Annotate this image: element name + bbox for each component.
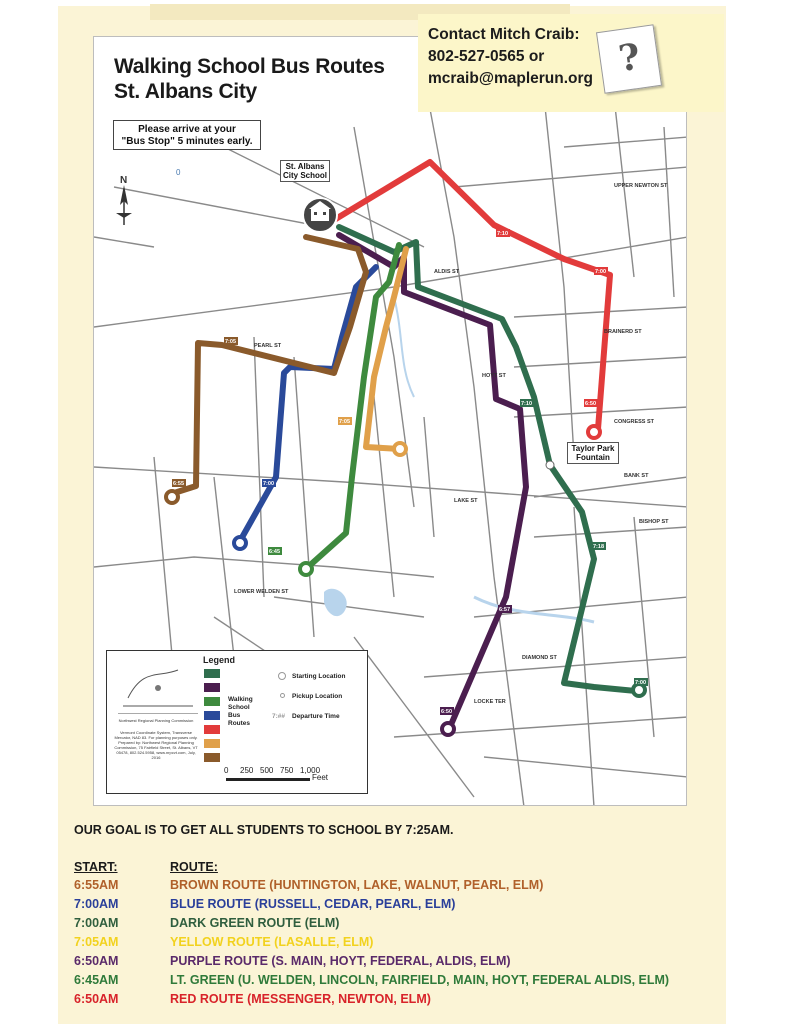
time-purple-main: 6:57 [499,607,511,613]
legend-swatch-dark-green [204,669,220,678]
school-icon [303,198,337,232]
street-label-upper-newton: UPPER NEWTON ST [614,183,668,189]
contact-line1: Contact Mitch Craib: [428,26,580,43]
schedule-start-time: 7:00AM [74,916,119,930]
schedule-start-time: 7:05AM [74,935,119,949]
map-title [114,54,385,104]
legend-pickup-marker [280,693,285,698]
question-card-icon [596,24,662,93]
start-yellow [394,443,406,455]
fountain-label-line2: Fountain [576,453,610,462]
scale-bar [226,778,310,781]
fountain-pickup-point [546,461,554,469]
scale-tick-1000: 1,000 [300,766,321,775]
school-label-line1: St. Albans [285,162,325,171]
map-title-line1: Walking School Bus Routes [114,55,385,78]
schedule-row [74,935,734,953]
legend-swatch-purple [204,683,220,692]
schedule-row [74,916,734,934]
start-brown [166,491,178,503]
time-brown-start: 6:55 [173,481,185,487]
schedule-row [74,897,734,915]
schedule-row [74,973,734,991]
north-letter: N [120,175,128,186]
street-label-lake: LAKE ST [454,498,478,504]
street-label-lower-welden: LOWER WELDEN ST [234,589,289,595]
schedule-row [74,878,734,896]
schedule-route-name: YELLOW ROUTE (LASALLE, ELM) [170,935,374,949]
street-label-upper-gilman: LOCKE TER [474,699,506,705]
street-label-diamond: DIAMOND ST [522,655,557,661]
legend-routes-caption [228,696,253,728]
schedule-start-time: 6:45AM [74,973,119,987]
street-label-brainerd: BRAINERD ST [604,329,642,335]
start-purple [442,723,454,735]
question-mark: ? [616,35,643,81]
legend-swatch-lt-green [204,697,220,706]
goal-statement: OUR GOAL IS TO GET ALL STUDENTS TO SCHOOL BY 7:25AM. [74,823,454,837]
start-lt-green [300,563,312,575]
time-dark-green-hoyt: 7:10 [521,401,533,407]
arrive-note-line1: Please arrive at your [138,124,236,135]
schedule-route-name: RED ROUTE (MESSENGER, NEWTON, ELM) [170,992,431,1006]
time-yellow-lasalle: 7:05 [339,419,351,425]
legend-departure-sample: 7:## [272,713,286,720]
legend-routes-caption-4: Routes [228,720,251,727]
time-lt-green-start: 6:45 [269,549,281,555]
contact-info [428,24,593,90]
schedule-row [74,954,734,972]
agency-name: Northwest Regional Planning Commission [118,718,194,723]
street-label-hoyt: HOYT ST [482,373,506,379]
legend-title: Legend [203,655,236,665]
street-label-congress: CONGRESS ST [614,419,655,425]
map-title-line2: St. Albans City [114,80,257,103]
time-red-newton: 7:00 [595,269,607,275]
schedule-start-time: 6:50AM [74,954,119,968]
time-dark-green-start: 7:00 [635,680,647,686]
legend-start-marker [278,672,286,680]
time-red-start: 6:50 [585,401,597,407]
contact-email: mcraib@maplerun.org [428,70,593,87]
scale-tick-500: 500 [260,766,274,775]
legend-routes-caption-2: School [228,704,250,711]
legend-swatch-blue [204,711,220,720]
legend-swatch-yellow [204,739,220,748]
street-label-aldis: ALDIS ST [434,269,460,275]
time-blue-start: 7:00 [263,481,275,487]
schedule-route-name: BROWN ROUTE (HUNTINGTON, LAKE, WALNUT, PEARL, ELM) [170,878,544,892]
fountain-label [567,442,619,464]
scale-unit: Feet [312,773,329,782]
legend-routes-caption-3: Bus [228,712,241,719]
legend-swatch-red [204,725,220,734]
street-label-bank: BANK ST [624,473,649,479]
map-credits: Vermont Coordinate System, Transverse Mercator, NAD 83. For planning purposes only. Prepared by: Northwest Regional Planning Commission, 75 Fairfield Street, St. Albans, VT 05478, 802.524.5958, www.nrpcvt.com, July, 2016 [114,730,198,760]
legend-swatch-brown [204,753,220,762]
start-red [588,426,600,438]
schedule-start-time: 6:50AM [74,992,119,1006]
legend-routes-caption-1: Walking [228,696,253,703]
schedule-route-name: LT. GREEN (U. WELDEN, LINCOLN, FAIRFIELD, MAIN, HOYT, FEDERAL ALDIS, ELM) [170,973,670,987]
arrive-early-note [113,120,261,150]
schedule-row [74,992,734,1010]
school-label-line2: City School [282,171,327,180]
time-brown-pearl: 7:05 [225,339,237,345]
legend-departure-time: Departure Time [292,713,340,720]
street-label-bishop: BISHOP ST [639,519,669,525]
schedule-route-name: PURPLE ROUTE (S. MAIN, HOYT, FEDERAL, ALDIS, ELM) [170,954,511,968]
agency-logo-icon [118,658,198,714]
scale-tick-750: 750 [280,766,294,775]
contact-phone: 802-527-0565 or [428,48,545,65]
schedule-start-time: 6:55AM [74,878,119,892]
start-blue [234,537,246,549]
school-label [280,160,330,182]
time-dark-green-fairfield: 7:18 [593,544,605,550]
schedule-route-name: BLUE ROUTE (RUSSELL, CEDAR, PEARL, ELM) [170,897,456,911]
water-marker: 0 [176,168,181,177]
time-purple-start: 6:50 [441,709,453,715]
legend-starting-location: Starting Location [292,673,346,680]
start-column-header: START: [74,860,118,874]
scale-tick-250: 250 [240,766,254,775]
route-column-header: ROUTE: [170,860,218,874]
scale-tick-0: 0 [224,766,229,775]
time-red-lower-newton: 7:10 [497,231,509,237]
schedule-start-time: 7:00AM [74,897,119,911]
schedule-route-name: DARK GREEN ROUTE (ELM) [170,916,340,930]
street-label-pearl: PEARL ST [254,343,282,349]
arrive-note-line2: "Bus Stop" 5 minutes early. [121,136,253,147]
legend-pickup-location: Pickup Location [292,693,343,700]
fountain-label-line1: Taylor Park [571,444,615,453]
